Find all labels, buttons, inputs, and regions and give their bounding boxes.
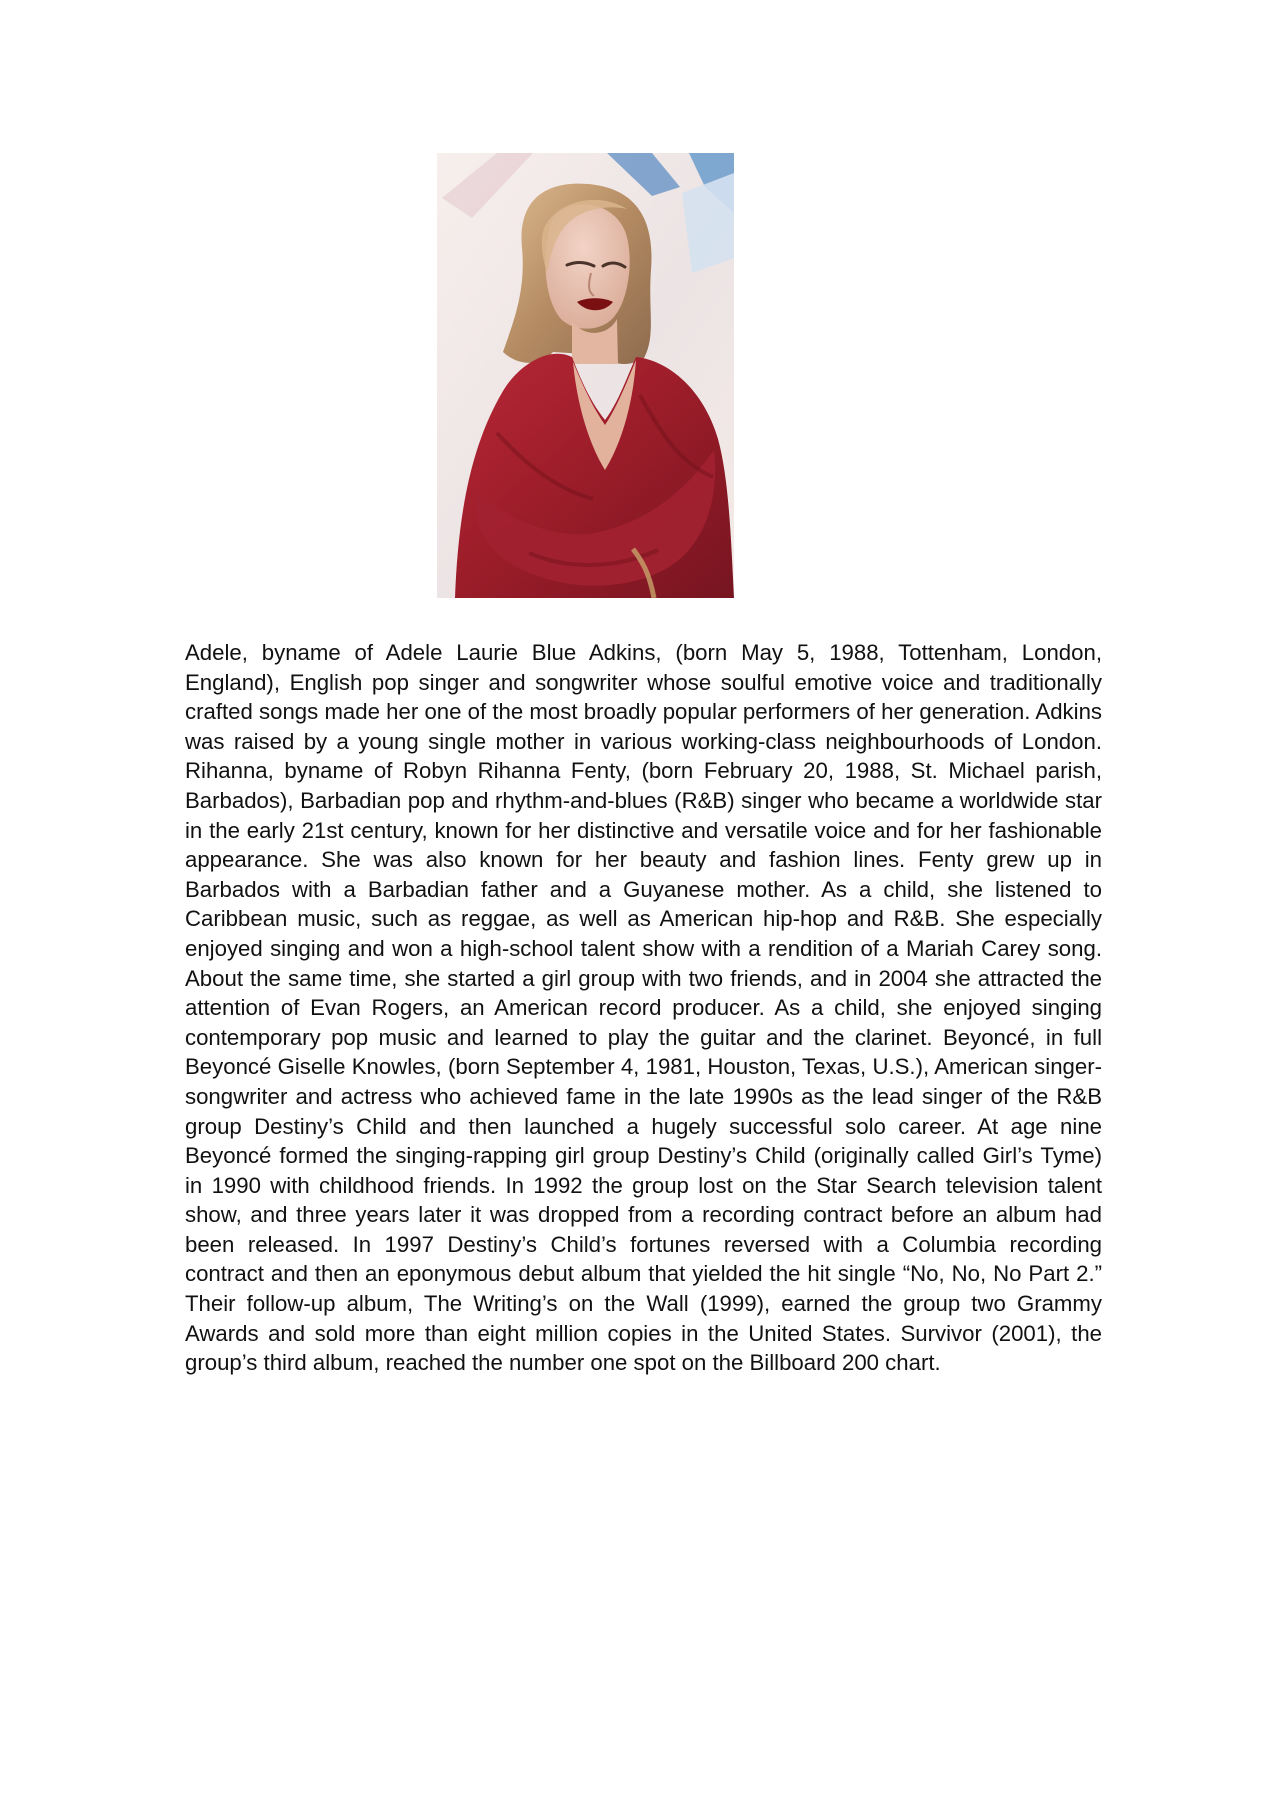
body-paragraph: Adele, byname of Adele Laurie Blue Adkins, (born May 5, 1988, Tottenham, London, England), English pop singer and songwriter whose soulful emotive voice and traditionally crafted songs made her one of the most broadly popular performers of her generation. Adkins was raised by a young single mother in various working-class neighbourhoods of London. Rihanna, byname of Robyn Rihanna Fenty, (born February 20, 1988, St. Michael parish, Barbados), Barbadian pop and rhythm-and-blues (R&B) singer who became a worldwide star in the early 21st century, known for her distinctive and versatile voice and for her fashionable appearance. She was also known for her beauty and fashion lines. Fenty grew up in Barbados with a Barbadian father and a Guyanese mother. As a child, she listened to Caribbean music, such as reggae, as well as American hip-hop and R&B. She especially enjoyed singing and won a high-school talent show with a rendition of a Mariah Carey song. About the same time, she started a girl group with two friends, and in 2004 she attracted the attention of Evan Rogers, an American record producer. As a child, she enjoyed singing contemporary pop music and learned to play the guitar and the clarinet. Beyoncé, in full Beyoncé Giselle Knowles, (born September 4, 1981, Houston, Texas, U.S.), American singer-songwriter and actress who achieved fame in the late 1990s as the lead singer of the R&B group Destiny’s Child and then launched a hugely successful solo career. At age nine Beyoncé formed the singing-rapping girl group Destiny’s Child (originally called Girl’s Tyme) in 1990 with childhood friends. In 1992 the group lost on the Star Search television talent show, and three years later it was dropped from a recording contract before an album had been released. In 1997 Destiny’s Child’s fortunes reversed with a Columbia recording contract and then an eponymous debut album that yielded the hit single “No, No, No Part 2.” Their follow-up album, The Writing’s on the Wall (1999), earned the group two Grammy Awards and sold more than eight million copies in the United States. Survivor (2001), the group’s third album, reached the number one spot on the Billboard 200 chart. xyxy=(185,640,1102,1376)
portrait-photo xyxy=(437,153,734,598)
portrait-illustration xyxy=(437,153,734,598)
